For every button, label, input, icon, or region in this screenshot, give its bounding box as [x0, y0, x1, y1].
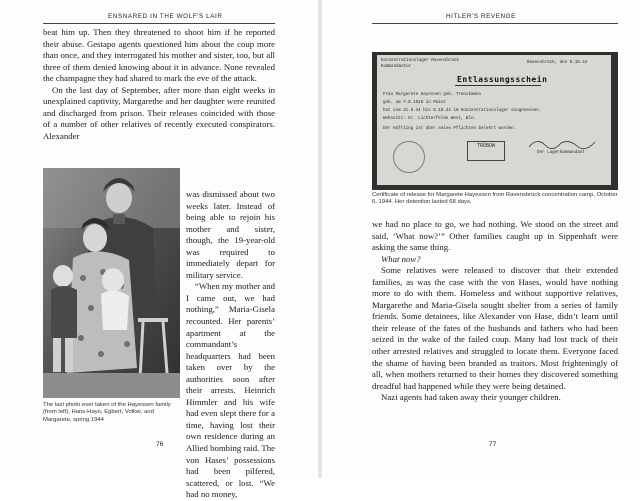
place-date: Ravensbrück, den 6.10.44	[527, 61, 588, 65]
paragraph: “When my mother and I came out, we had nothing,” Maria-Gisela recounted. Her parents’ apartment at the commandant’s headquarters had been taken over by the authorities soon after their arrests. Heinrich Himmler and his wife had even slept there for a time, having lost their own residence during an Allied bombing raid. The von Hases’ possessions had been pilfered, scattered, or lost. “We had no money,	[186, 281, 275, 500]
paragraph: On the last day of September, after more than eight weeks in unexplained captivity, Margarethe and her daughter were reunited and discharged from prison. Their releases coincided with those of a number of other relatives of recently executed conspirators. Alexander	[43, 84, 275, 141]
paragraph: Nazi agents had taken away their younger children.	[381, 392, 561, 403]
page-number-right: 77	[489, 441, 497, 448]
header-rule	[372, 23, 618, 24]
date-stamp: TRÜBOW	[467, 141, 505, 161]
paragraph: beat him up. Then they threatened to shoot him if he reported their abuse. Gestapo agents questioned him about the coup more than once, and they interrogated his mother and sister, too, but all three of them denied knowing about it in advance. None revealed the champagne they had shared to mark the eve of the attack.	[43, 27, 275, 84]
paragraph: Some relatives were released to discover that their extended families, as was the case with the von Hases, would have nothing more to do with them. Homeless and without supportive relatives, Margarethe and Maria-Gisela sought shelter from a series of family friends. Some detainees, like Alexander von Hase, didn’t learn until their release of the fates of the husbands and fathers who had been seized in the wake of the failed coup. Many had lost track of their other arrested relatives and struggled to locate them. Everyone faced the shame of having been branded as traitors. Most frighteningly of all, when mothers returned to their homes they discovered something dreadful had happened while they were being detained.	[372, 265, 618, 391]
paragraph: was dismissed about two weeks later. Instead of being able to rejoin his mother and sister, though, the 19-year-old was required to immediately depart for military service.	[186, 189, 275, 280]
paragraph: we had no place to go, we had nothing. We stood on the street and said, ‘What now?’” Other families caught up in Sippenhaft were asking the same thing.	[372, 219, 618, 253]
round-stamp	[393, 141, 425, 173]
left-page	[0, 0, 318, 500]
document-caption: Certificate of release for Margarete Hayessen from Ravensbrück concentration camp, October 6, 1944. Her detention lasted 68 days.	[372, 192, 618, 206]
family-photo	[43, 168, 180, 398]
doc-line-name: Frau Margarete Hayessen geb. Trenckmann	[383, 93, 482, 97]
header-rule	[43, 23, 275, 24]
signature-label: Der Lagerkommandant	[537, 151, 585, 155]
doc-line-birth: geb. am 7.8.1916 in Mainz	[383, 101, 446, 105]
running-header-left: ENSNARED IN THE WOLF'S LAIR	[108, 13, 223, 20]
running-header-right: HITLER'S REVENGE	[446, 13, 516, 20]
title-underline	[455, 85, 541, 86]
left-top-text	[43, 27, 275, 142]
camp-name: Konzentrationslager Ravensbrück	[381, 59, 459, 63]
certificate-paper	[377, 55, 611, 185]
doc-line-notes: Der Häftling ist über seine Pflichten belehrt worden.	[383, 127, 517, 131]
page-number-left: 76	[156, 441, 164, 448]
release-certificate-photo	[372, 52, 618, 190]
doc-line-stay: hat vom 31.8.44 bis 6.10.44 im Konzentrationslager eingesessen.	[383, 109, 542, 113]
family-photo-image	[43, 168, 180, 398]
camp-office: Kommandantur	[381, 65, 412, 69]
left-column-text	[186, 189, 275, 501]
right-page-text	[372, 219, 618, 404]
photo-caption: The last photo ever taken of the Hayessen family (from left), Hans-Hayo, Egbert, Volker, and Margarete, spring 1944	[43, 402, 171, 423]
paragraph-italic: What now?	[381, 253, 421, 264]
doc-line-address: Wohnsitz: Gr. Lichterfelde West, Bln.	[383, 117, 476, 121]
commandant-signature	[527, 137, 597, 151]
certificate-title: Entlassungsschein	[457, 75, 548, 84]
